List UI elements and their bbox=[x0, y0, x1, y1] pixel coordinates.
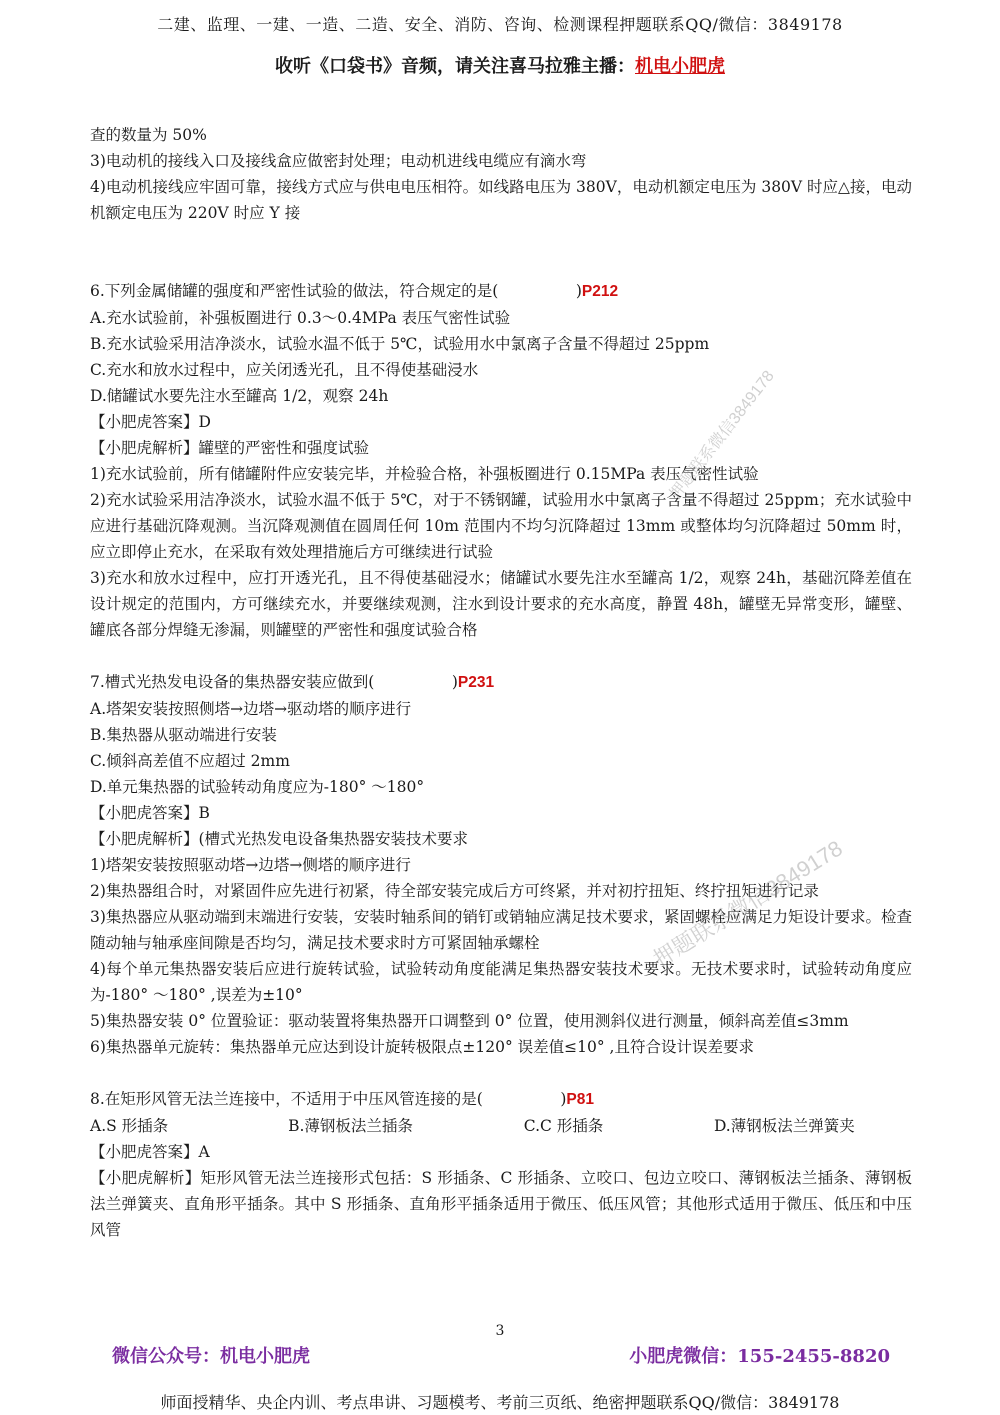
q6-option-c: C.充水和放水过程中，应关闭透光孔，且不得使基础浸水 bbox=[90, 361, 479, 379]
q6-answer: 【小肥虎答案】D bbox=[90, 413, 211, 431]
q6-stem: 6.下列金属储罐的强度和严密性试验的做法，符合规定的是( )P212 bbox=[90, 282, 619, 300]
q7-analysis-line: 6)集热器单元旋转：集热器单元应达到设计旋转极限点±120° 误差值≤10° ,且符合设计误差要求 bbox=[90, 1038, 754, 1056]
q8-page-ref: P81 bbox=[566, 1091, 594, 1108]
q5-tail-line: 4)电动机接线应牢固可靠，接线方式应与供电电压相符。如线路电压为 380V，电动机额定电压为 380V 时应△接，电动机额定电压为 220V 时应 Y 接 bbox=[90, 178, 912, 222]
footer-contact-line: 师面授精华、央企内训、考点串讲、习题模考、考前三页纸、绝密押题联系QQ/微信：3849178 bbox=[160, 1393, 840, 1412]
q6-option-b: B.充水试验采用洁净淡水，试验水温不低于 5℃，试验用水中氯离子含量不得超过 25ppm bbox=[90, 335, 710, 353]
q8-answer: 【小肥虎答案】A bbox=[90, 1143, 210, 1161]
q8-analysis-line: 【小肥虎解析】矩形风管无法兰连接形式包括：S 形插条、C 形插条、立咬口、包边立咬口、薄钢板法兰插条、薄钢板法兰弹簧夹、直角形平插条。其中 S 形插条、直角形平插条适用于微压、低压风管；其他形式适用于微压、低压和中压风管 bbox=[90, 1169, 912, 1239]
q6-analysis-line: 1)充水试验前，所有储罐附件应安装完毕，并检验合格，补强板圈进行 0.15MPa 表压气密性试验 bbox=[90, 465, 759, 483]
q8-option-d: D.薄钢板法兰弹簧夹 bbox=[713, 1117, 855, 1135]
header-audio-prefix: 收听《口袋书》音频，请关注喜马拉雅主播： bbox=[275, 56, 635, 77]
q7-option-a: A.塔架安装按照侧塔→边塔→驱动塔的顺序进行 bbox=[90, 700, 412, 718]
q7-option-d: D.单元集热器的试验转动角度应为-180° ～180° bbox=[90, 778, 425, 796]
q8-option-c: C.C 形插条 bbox=[523, 1117, 604, 1135]
q7-answer: 【小肥虎答案】B bbox=[90, 804, 210, 822]
q7-stem: 7.槽式光热发电设备的集热器安装应做到( )P231 bbox=[90, 673, 495, 691]
q5-tail-line: 查的数量为 50% bbox=[90, 126, 207, 144]
q7-analysis-line: 3)集热器应从驱动端到末端进行安装，安装时轴系间的销钉或销轴应满足技术要求，紧固螺栓应满足力矩设计要求。检查随动轴与轴承座间隙是否均匀，满足技术要求时方可紧固轴承螺栓 bbox=[90, 908, 912, 952]
footer-wechat-id: 小肥虎微信：155-2455-8820 bbox=[629, 1346, 890, 1367]
footer-wechat-account: 微信公众号：机电小肥虎 bbox=[112, 1346, 310, 1367]
q8-options bbox=[90, 1113, 912, 1139]
q5-tail-line: 3)电动机的接线入口及接线盒应做密封处理；电动机进线电缆应有滴水弯 bbox=[90, 152, 587, 170]
watermark: 押题联系微信3849178 bbox=[666, 367, 778, 503]
q7-page-ref: P231 bbox=[457, 674, 495, 691]
q8-option-b: B.薄钢板法兰插条 bbox=[288, 1117, 413, 1135]
header-contact-line: 二建、监理、一建、一造、二造、安全、消防、咨询、检测课程押题联系QQ/微信：3849178 bbox=[157, 15, 843, 34]
header-anchor-name[interactable]: 机电小肥虎 bbox=[635, 56, 725, 77]
q7-analysis-line: 2)集热器组合时，对紧固件应先进行初紧，待全部安装完成后方可终紧，并对初拧扭矩、终拧扭矩进行记录 bbox=[90, 882, 819, 900]
document-body bbox=[90, 122, 912, 1243]
q8-option-a: A.S 形插条 bbox=[90, 1117, 169, 1135]
q7-analysis-line: 【小肥虎解析】(槽式光热发电设备集热器安装技术要求 bbox=[90, 830, 469, 848]
q7-option-b: B.集热器从驱动端进行安装 bbox=[90, 726, 277, 744]
q8-stem: 8.在矩形风管无法兰连接中，不适用于中压风管连接的是( )P81 bbox=[90, 1090, 594, 1108]
q7-analysis-line: 4)每个单元集热器安装后应进行旋转试验，试验转动角度能满足集热器安装技术要求。无技术要求时，试验转动角度应为-180° ～180° ,误差为±10° bbox=[90, 960, 912, 1004]
watermark: 押题联系微信3849178 bbox=[648, 835, 847, 972]
page-number: 3 bbox=[495, 1323, 505, 1339]
q7-option-c: C.倾斜高差值不应超过 2mm bbox=[90, 752, 290, 770]
q6-option-d: D.储罐试水要先注水至罐高 1/2，观察 24h bbox=[90, 387, 389, 405]
q6-option-a: A.充水试验前，补强板圈进行 0.3～0.4MPa 表压气密性试验 bbox=[90, 309, 511, 327]
q6-analysis-line: 3)充水和放水过程中，应打开透光孔，且不得使基础浸水；储罐试水要先注水至罐高 1/2，观察 24h，基础沉降差值在设计规定的范围内，方可继续充水，并要继续观测，注水到设计要求的充水高度，静置 48h，罐壁无异常变形，罐壁、罐底各部分焊缝无渗漏，则罐壁的严密性和强度试验合格 bbox=[90, 569, 912, 639]
q6-analysis-line: 【小肥虎解析】罐壁的严密性和强度试验 bbox=[90, 439, 370, 457]
q6-analysis-line: 2)充水试验采用洁净淡水，试验水温不低于 5℃，对于不锈钢罐，试验用水中氯离子含量不得超过 25ppm；充水试验中应进行基础沉降观测。当沉降观测值在圆周任何 10m 范围内不均匀沉降超过 13mm 或整体均匀沉降超过 50mm 时，应立即停止充水，在采取有效处理措施后方可继续进行试验 bbox=[90, 491, 912, 561]
header-audio-line bbox=[0, 52, 1000, 78]
q6-page-ref: P212 bbox=[581, 283, 619, 300]
q7-analysis-line: 1)塔架安装按照驱动塔→边塔→侧塔的顺序进行 bbox=[90, 856, 411, 874]
q7-analysis-line: 5)集热器安装 0° 位置验证：驱动装置将集热器开口调整到 0° 位置，使用测斜仪进行测量，倾斜高差值≤3mm bbox=[90, 1012, 849, 1030]
